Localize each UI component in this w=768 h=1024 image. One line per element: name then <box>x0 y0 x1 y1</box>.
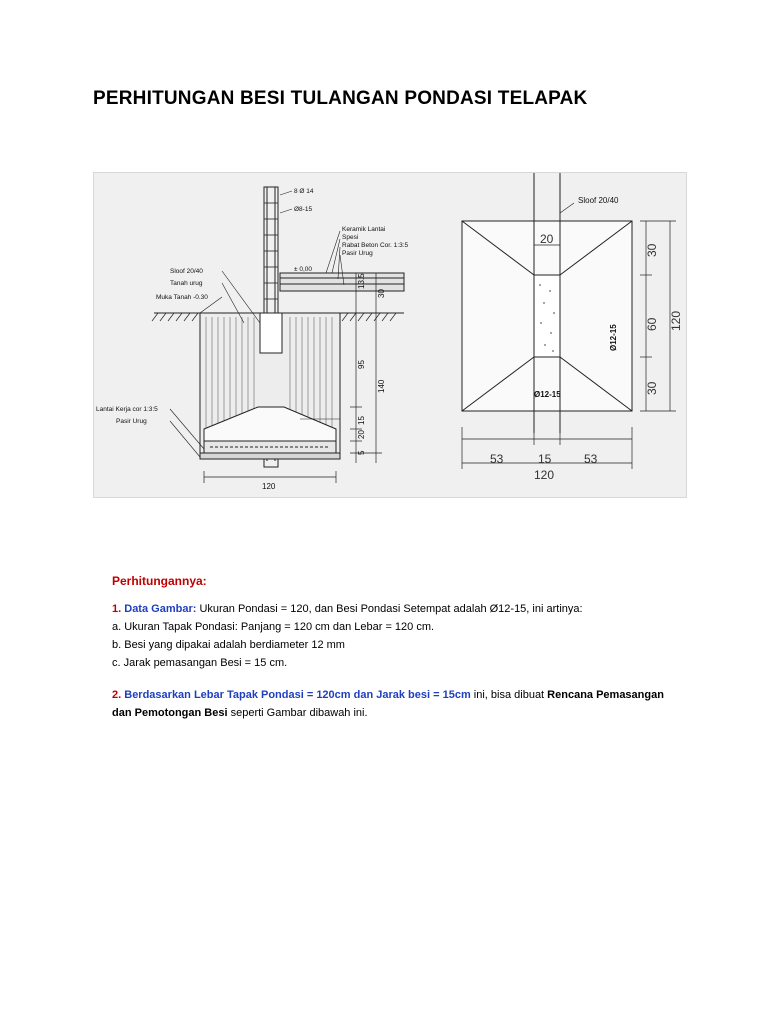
plan-view <box>462 173 676 469</box>
dim-section-120: 120 <box>262 482 276 491</box>
label-tanah-urug: Tanah urug <box>170 280 203 287</box>
item-2-text-2: seperti Gambar dibawah ini. <box>227 707 368 719</box>
document-title: PERHITUNGAN BESI TULANGAN PONDASI TELAPAK <box>93 88 588 109</box>
plan-dim-53b: 53 <box>584 452 598 466</box>
calc-item-1 <box>112 600 692 618</box>
calc-item-c: c. Jarak pemasangan Besi = 15 cm. <box>112 657 288 669</box>
item-1-text: Ukuran Pondasi = 120, dan Besi Pondasi Setempat adalah Ø12-15, ini artinya: <box>196 603 583 615</box>
plan-dim-30b: 30 <box>645 381 659 395</box>
plan-dim-120-bottom: 120 <box>534 468 555 482</box>
plan-label-rebar-vertical: Ø12-15 <box>609 324 618 351</box>
calc-item-a: a. Ukuran Tapak Pondasi: Panjang = 120 cm dan Lebar = 120 cm. <box>112 621 435 633</box>
plan-dim-60: 60 <box>645 317 659 331</box>
calc-item-2 <box>112 686 692 704</box>
label-lantai-kerja: Lantai Kerja cor 1:3:5 <box>96 406 158 413</box>
dim-20: 20 <box>357 430 366 439</box>
plan-dim-120: 120 <box>669 310 683 331</box>
label-spesi: Spesi <box>342 234 359 241</box>
calc-heading: Perhitungannya: <box>112 574 207 588</box>
dim-5: 5 <box>357 450 366 455</box>
dim-30: 30 <box>377 289 386 298</box>
item-2-bold-1: Rencana Pemasangan <box>547 689 664 701</box>
foundation-drawing-svg <box>94 173 686 497</box>
foundation-drawing <box>93 172 687 498</box>
item-2-text-1: ini, bisa dibuat <box>470 689 548 701</box>
plan-dim-53a: 53 <box>490 452 504 466</box>
item-1-label: Data Gambar: <box>124 603 197 615</box>
label-pasir-top: Pasir Urug <box>342 250 373 257</box>
dim-95: 95 <box>357 360 366 369</box>
label-elev-zero: ± 0,00 <box>294 266 313 273</box>
label-pasir-bottom: Pasir Urug <box>116 418 147 425</box>
label-rebar-main: 8 Ø 14 <box>294 188 314 195</box>
label-sloof: Sloof 20/40 <box>170 268 203 275</box>
label-keramik: Keramik Lantai <box>342 226 386 233</box>
plan-label-sloof: Sloof 20/40 <box>578 196 619 205</box>
label-stirrup: Ø8-15 <box>294 206 313 213</box>
dim-15: 15 <box>357 416 366 425</box>
item-2-number: 2. <box>112 689 122 701</box>
label-muka-tanah: Muka Tanah -0.30 <box>156 294 208 301</box>
item-2-highlight: Berdasarkan Lebar Tapak Pondasi = 120cm dan Jarak besi = 15cm <box>121 689 471 701</box>
label-rabat: Rabat Beton Cor. 1:3:5 <box>342 242 409 249</box>
dim-13-5: 13.5 <box>357 273 366 289</box>
item-2-bold-2: dan Pemotongan Besi <box>112 707 228 719</box>
calculation-section <box>112 572 692 722</box>
plan-label-rebar-horizontal: Ø12-15 <box>534 390 561 399</box>
plan-dim-20: 20 <box>540 232 554 246</box>
dim-140: 140 <box>377 379 386 393</box>
plan-dim-15: 15 <box>538 452 552 466</box>
calc-item-b: b. Besi yang dipakai adalah berdiameter 12 mm <box>112 639 345 651</box>
calc-item-2-cont <box>112 704 692 722</box>
plan-dim-30a: 30 <box>645 243 659 257</box>
item-1-number: 1. <box>112 603 122 615</box>
